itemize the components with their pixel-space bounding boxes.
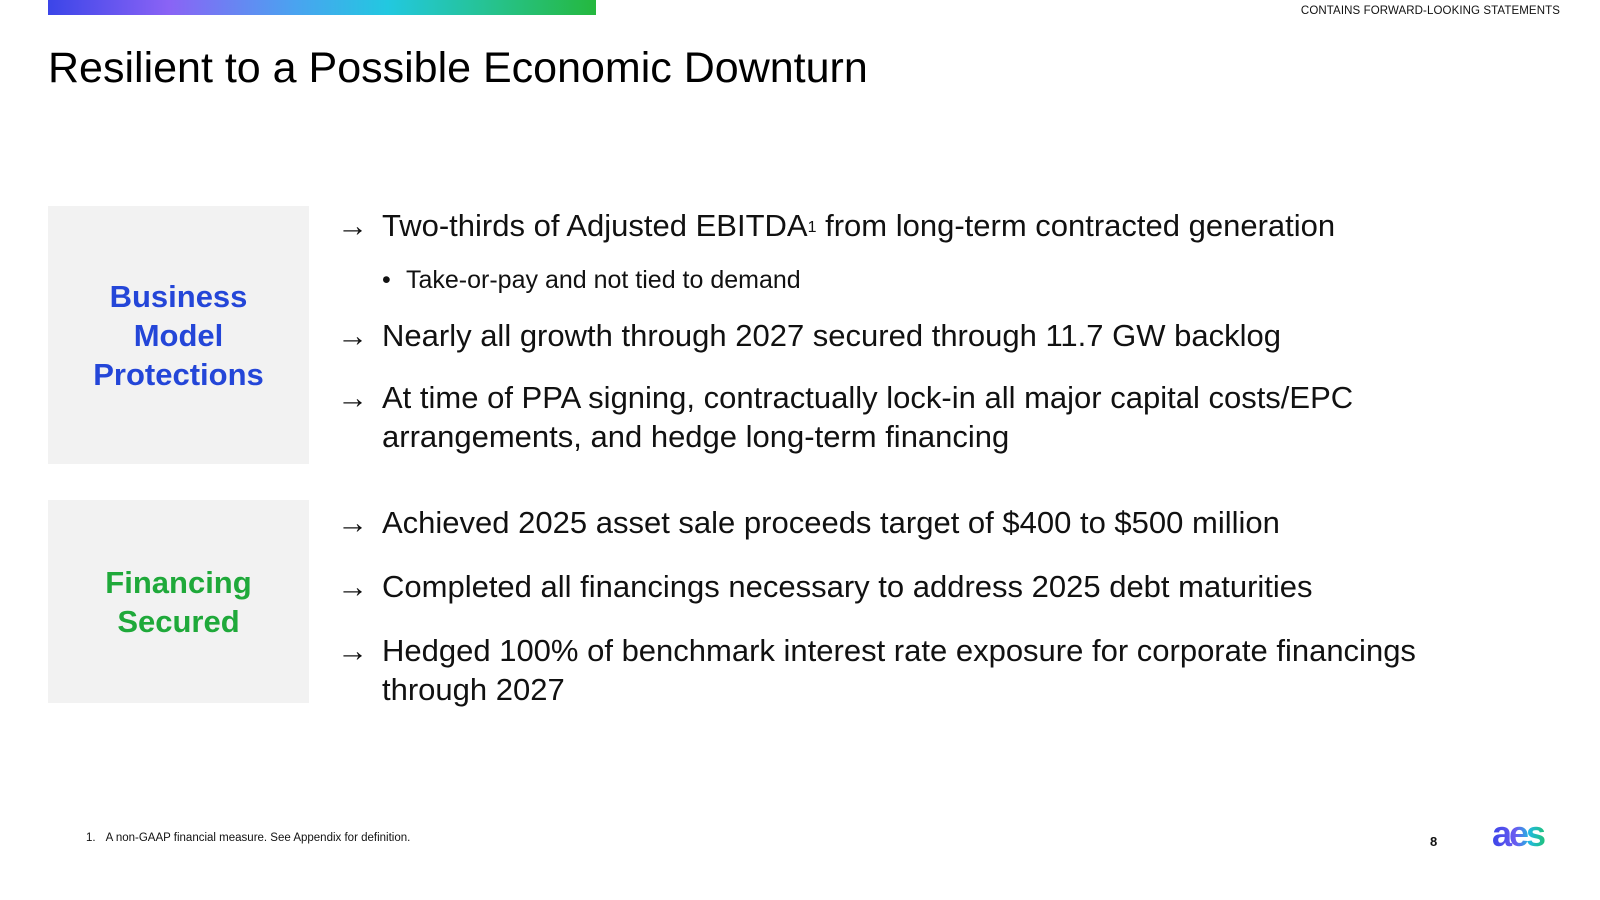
bullet-dot-icon: • [382, 266, 391, 294]
top-gradient-bar [48, 0, 596, 15]
financing-secured-label: Financing Secured [48, 500, 309, 703]
business-model-protections-label: Business Model Protections [48, 206, 309, 464]
right-arrow-icon: → [337, 318, 368, 353]
right-arrow-icon: → [337, 208, 368, 243]
page-number: 8 [1430, 834, 1438, 849]
aes-logo-text: aes [1492, 818, 1544, 854]
forward-looking-disclaimer: CONTAINS FORWARD-LOOKING STATEMENTS [1300, 5, 1560, 17]
right-arrow-icon: → [337, 633, 368, 668]
footnote: 1. A non-GAAP financial measure. See Appendix for definition. [86, 832, 411, 844]
slide-title: Resilient to a Possible Economic Downturn [48, 44, 868, 92]
aes-logo [1492, 818, 1560, 854]
right-arrow-icon: → [337, 569, 368, 604]
right-arrow-icon: → [337, 505, 368, 540]
right-arrow-icon: → [337, 380, 368, 415]
